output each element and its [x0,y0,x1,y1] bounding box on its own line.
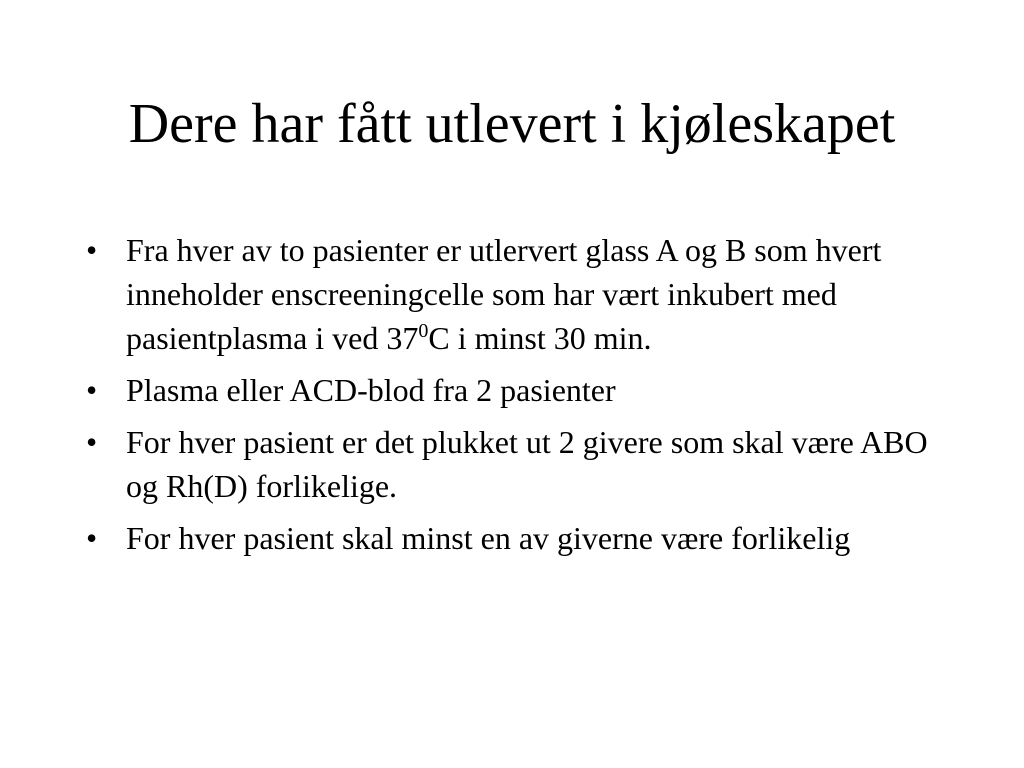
slide-title: Dere har fått utlevert i kjøleskapet [128,93,896,155]
superscript-degree: 0 [418,320,429,342]
bullet-text: For hver pasient skal minst en av giverne være forlikelig [126,520,851,556]
bullet-list [84,228,944,568]
bullet-item-1 [84,228,944,360]
bullet-text-part: C i minst 30 min. [428,320,652,356]
bullet-marker: • [86,520,98,556]
bullet-item-3 [84,420,944,508]
bullet-marker: • [86,424,98,460]
bullet-item-2 [84,368,944,412]
bullet-marker: • [86,232,98,268]
bullet-text-part: Fra hver av to pasienter er utlervert glass A og B som hvert inneholder enscreeningcelle som har vært inkubert med pasientplasma i ved 37 [126,232,882,356]
bullet-item-4 [84,516,944,560]
bullet-marker: • [86,372,98,408]
bullet-text: For hver pasient er det plukket ut 2 givere som skal være ABO og Rh(D) forlikelige. [126,424,928,504]
bullet-text: Plasma eller ACD-blod fra 2 pasienter [126,372,616,408]
